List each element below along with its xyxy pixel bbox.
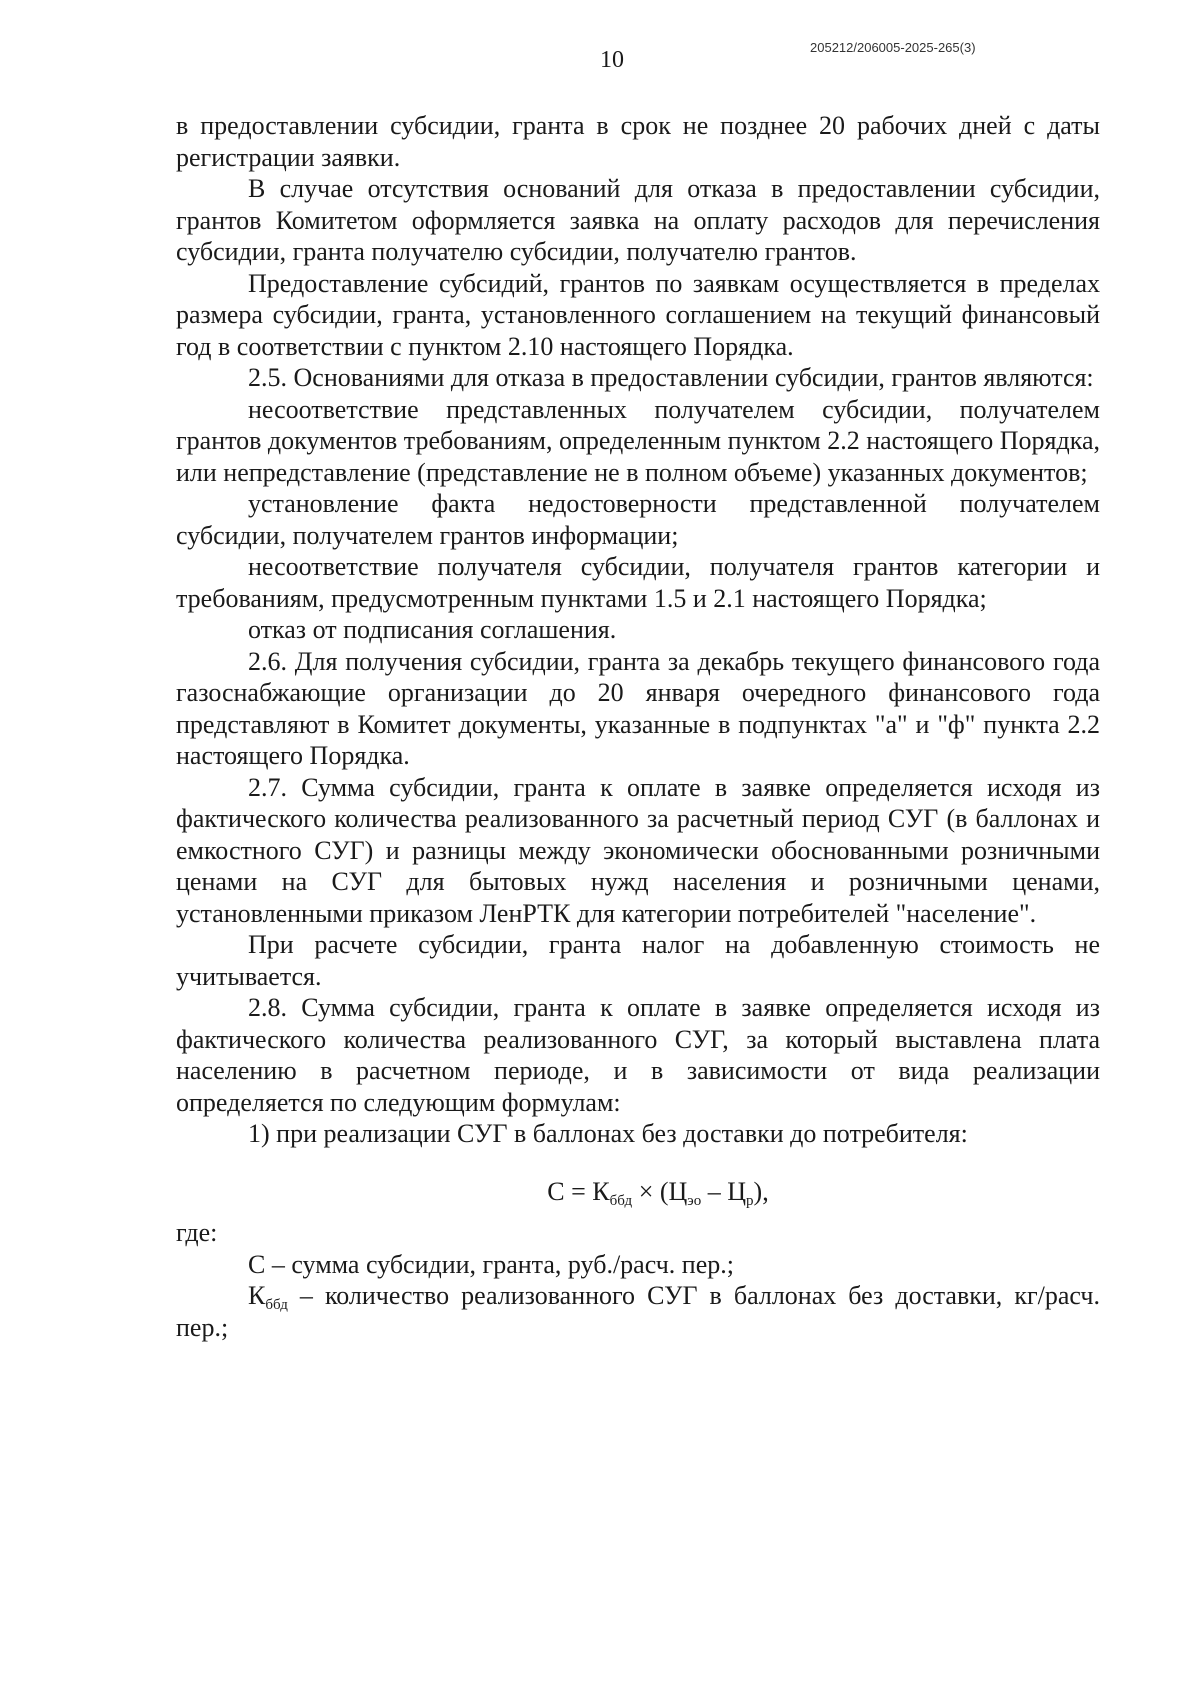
paragraph: в предоставлении субсидии, гранта в срок не позднее 20 рабочих дней с даты регистрации заявки. (176, 111, 1100, 172)
definition-text: – количество реализованного СУГ в баллонах без доставки, кг/расч. пер.; (176, 1281, 1100, 1342)
formula-subscript: ббд (609, 1192, 633, 1209)
definition: С – сумма субсидии, гранта, руб./расч. пер.; (248, 1249, 734, 1279)
formula (176, 1176, 1100, 1208)
paragraph: установление факта недостоверности представленной получателем субсидии, получателем грантов информации; (176, 489, 1100, 550)
where-label: где: (176, 1218, 218, 1247)
paragraph: несоответствие получателя субсидии, получателя грантов категории и требованиям, предусмотренным пунктами 1.5 и 2.1 настоящего Порядка; (176, 552, 1100, 613)
definition-symbol: К (248, 1281, 266, 1310)
paragraph: 2.6. Для получения субсидии, гранта за декабрь текущего финансового года газоснабжающие организации до 20 января очередного финансового года представляют в Комитет документы, указанные в подпунктах "а" и "ф" пункта 2.2 настоящего Порядка. (176, 646, 1100, 770)
paragraph: отказ от подписания соглашения. (248, 615, 617, 644)
paragraph: Предоставление субсидий, грантов по заявкам осуществляется в пределах размера субсидии, гранта, установленного соглашением на текущий финансовый год в соответствии с пунктом 2.10 настоящего Порядка. (176, 268, 1100, 361)
document-id: 205212/206005-2025-265(3) (810, 40, 976, 55)
formula-part: С = К (547, 1176, 610, 1206)
page-number: 10 (600, 47, 624, 73)
formula-part: × (Ц (632, 1176, 688, 1206)
paragraph: несоответствие представленных получателем субсидии, получателем грантов документов требованиям, определенным пунктом 2.2 настоящего Порядка, или непредставление (представление не в полном объеме) указанных документов; (176, 394, 1100, 487)
paragraph: 1) при реализации СУГ в баллонах без доставки до потребителя: (248, 1119, 968, 1148)
paragraph: 2.5. Основаниями для отказа в предоставлении субсидии, грантов являются: (248, 363, 1094, 392)
paragraph: При расчете субсидии, гранта налог на добавленную стоимость не учитывается. (176, 930, 1100, 991)
document-body (176, 110, 1100, 1343)
formula-part: – Ц (701, 1176, 747, 1206)
formula-subscript: эо (687, 1192, 702, 1209)
paragraph: В случае отсутствия оснований для отказа в предоставлении субсидии, грантов Комитетом оформляется заявка на оплату расходов для перечисления субсидии, гранта получателю субсидии, получателю грантов. (176, 174, 1100, 266)
formula-part: ), (753, 1176, 769, 1206)
paragraph: 2.7. Сумма субсидии, гранта к оплате в заявке определяется исходя из фактического количества реализованного за расчетный период СУГ (в баллонах и емкостного СУГ) и разницы между экономически обоснованными розничными ценами на СУГ для бытовых нужд населения и розничными ценами, установленными приказом ЛенРТК для категории потребителей "население". (176, 772, 1100, 928)
formula-subscript: р (746, 1192, 754, 1209)
definition-subscript: ббд (265, 1297, 288, 1313)
definition (176, 1280, 1100, 1343)
paragraph: 2.8. Сумма субсидии, гранта к оплате в заявке определяется исходя из фактического количества реализованного СУГ, за который выставлена плата населению в расчетном периоде, и в зависимости от вида реализации определяется по следующим формулам: (176, 993, 1100, 1117)
